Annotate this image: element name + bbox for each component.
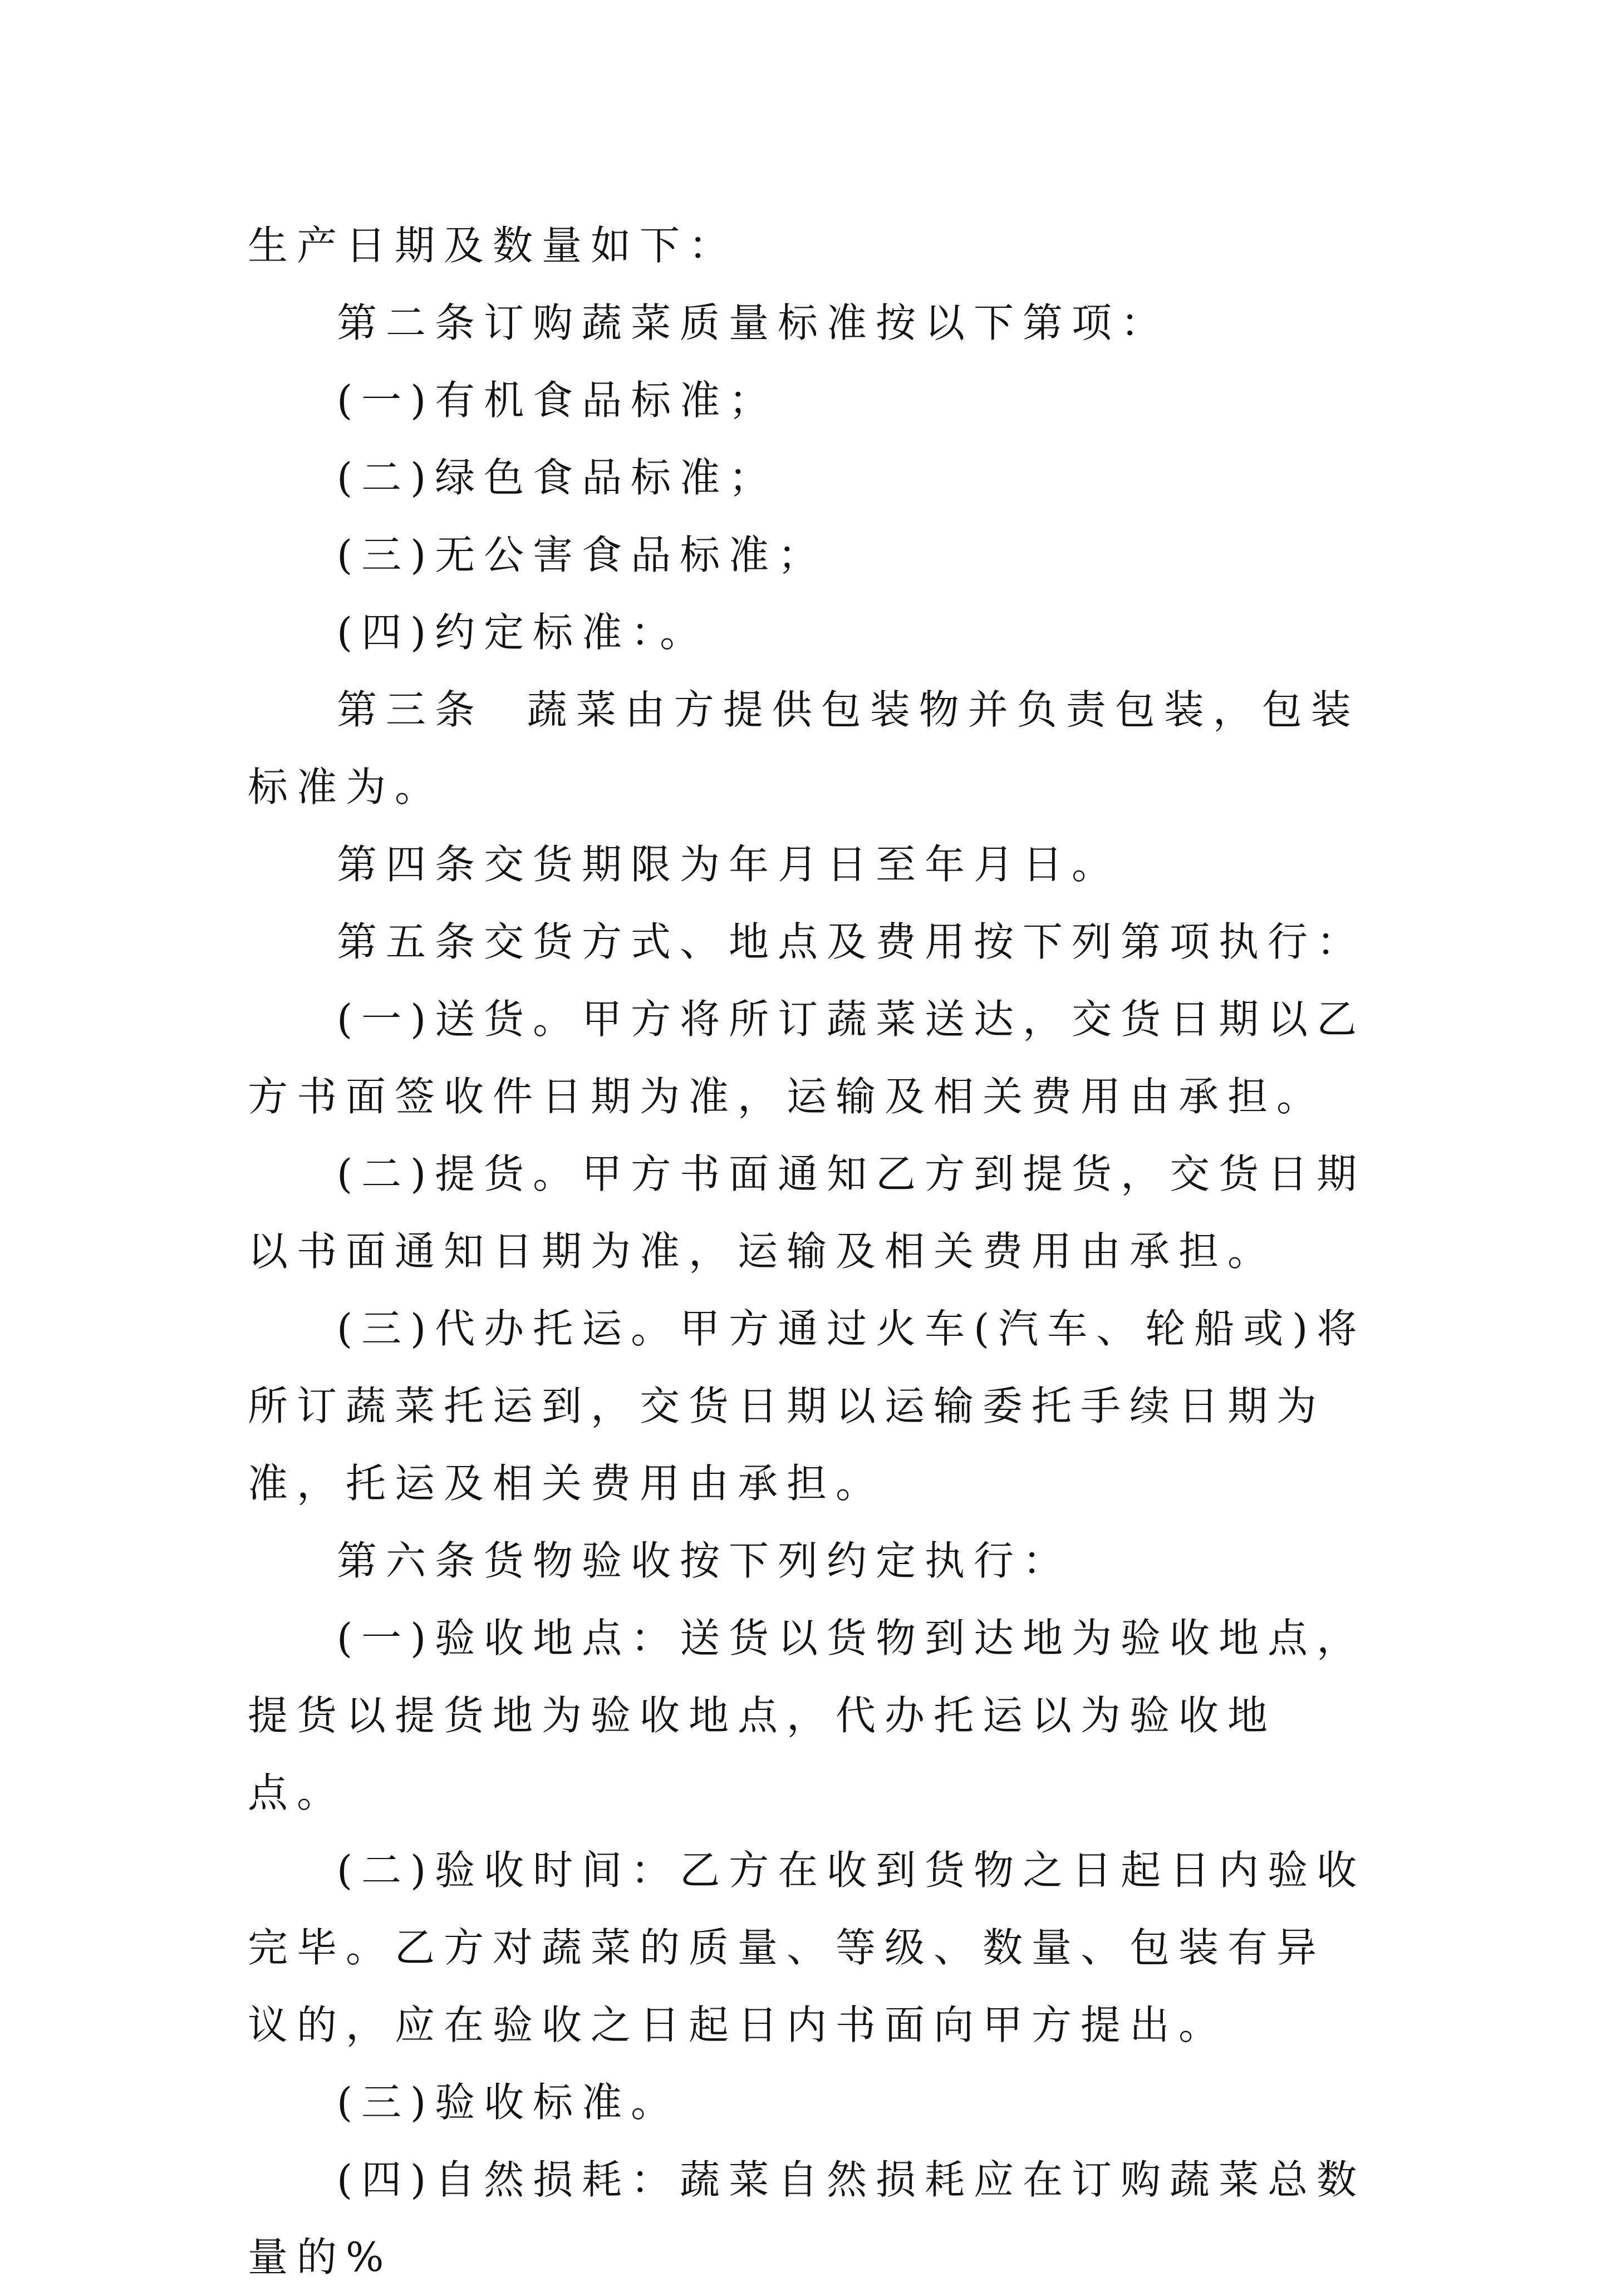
paragraph-article-6-item-1: (一)验收地点：送货以货物到达地为验收地点，提货以提货地为验收地点，代办托运以为验收地点。	[248, 1615, 1366, 1816]
paragraph-article-2-item-2: (二)绿色食品标准；	[337, 454, 778, 501]
paragraph-article-5-item-2: (二)提货。甲方书面通知乙方到提货，交货日期以书面通知日期为准，运输及相关费用由承担。	[248, 1151, 1366, 1275]
paragraph-article-5-item-1: (一)送货。甲方将所订蔬菜送达，交货日期以乙方书面签收件日期为准，运输及相关费用由承担。	[248, 996, 1366, 1120]
paragraph-article-2-item-1: (一)有机食品标准；	[337, 377, 778, 424]
paragraph-article-4: 第四条交货期限为年月日至年月日。	[337, 841, 1121, 888]
paragraph-article-5: 第五条交货方式、地点及费用按下列第项执行：	[337, 918, 1366, 965]
paragraph-article-5-item-3: (三)代办托运。甲方通过火车(汽车、轮船或)将所订蔬菜托运到，交货日期以运输委托手续日期为准，托运及相关费用由承担。	[248, 1305, 1366, 1507]
paragraph-article-2-item-4: (四)约定标准：。	[337, 609, 709, 656]
paragraph-production-date: 生产日期及数量如下：	[248, 222, 738, 269]
paragraph-article-2: 第二条订购蔬菜质量标准按以下第项：	[337, 299, 1170, 346]
paragraph-article-6: 第六条货物验收按下列约定执行：	[337, 1537, 1072, 1584]
paragraph-article-3: 第三条 蔬菜由方提供包装物并负责包装，包装标准为。	[248, 686, 1360, 810]
paragraph-article-6-item-2: (二)验收时间：乙方在收到货物之日起日内验收完毕。乙方对蔬菜的质量、等级、数量、包装有异议的，应在验收之日起日内书面向甲方提出。	[248, 1847, 1366, 2048]
paragraph-article-6-item-4: (四)自然损耗：蔬菜自然损耗应在订购蔬菜总数量的%	[248, 2156, 1366, 2280]
paragraph-article-2-item-3: (三)无公害食品标准；	[337, 532, 827, 578]
paragraph-article-6-item-3: (三)验收标准。	[337, 2079, 680, 2126]
document-body	[248, 207, 1372, 2296]
